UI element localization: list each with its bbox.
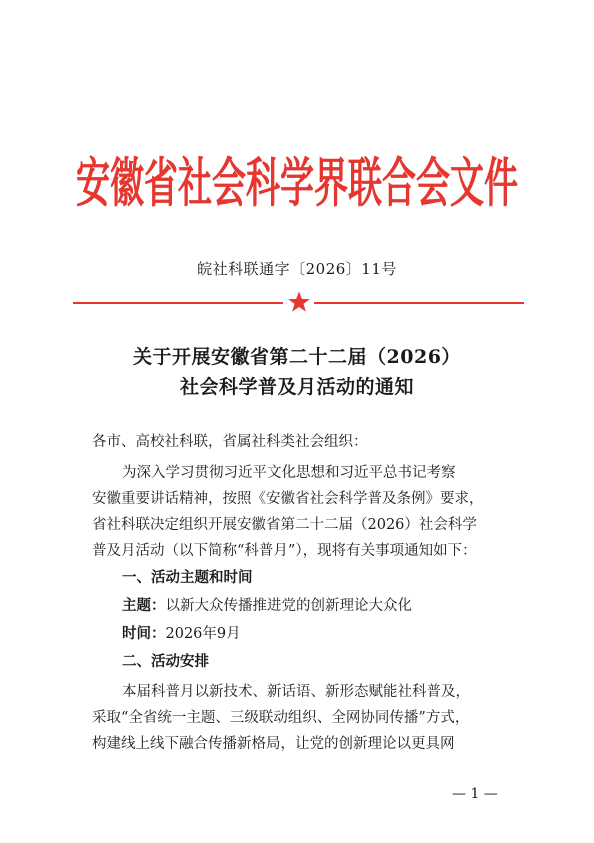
body-line: 本届科普月以新技术、新话语、新形态赋能社科普及，	[122, 684, 470, 700]
body-line: 省社科联决定组织开展安徽省第二十二届（2026）社会科学	[92, 517, 477, 533]
masthead-title: 安徽省社会科学界联合会文件	[76, 153, 518, 216]
body-line: 为深入学习贯彻习近平文化思想和习近平总书记考察	[122, 465, 456, 481]
page-number: — 1 —	[452, 786, 498, 802]
theme-line	[122, 596, 552, 617]
section2-heading: 二、活动安排	[122, 654, 209, 670]
theme-value: 以新大众传播推进党的创新理论大众化	[165, 598, 412, 614]
body-line: 普及月活动（以下简称“科普月”），现将有关事项通知如下：	[92, 543, 477, 559]
body-line: 构建线上线下融合传播新格局，让党的创新理论以更具网	[92, 736, 455, 752]
body-line: 安徽重要讲话精神，按照《安徽省社会科学普及条例》要求，	[92, 491, 484, 507]
red-rule-right	[314, 302, 524, 304]
time-label: 时间：	[122, 626, 166, 642]
time-value: 2026年9月	[165, 626, 241, 642]
notice-title-line2: 社会科学普及月活动的通知	[179, 376, 414, 398]
notice-title-line1: 关于开展安徽省第二十二届（2026）	[133, 346, 461, 368]
theme-label: 主题：	[122, 598, 166, 614]
section1-heading: 一、活动主题和时间	[122, 570, 253, 586]
body-line: 采取“全省统一主题、三级联动组织、全网协同传播”方式，	[92, 710, 470, 726]
document-number: 皖社科联通字〔2026〕11号	[197, 260, 397, 278]
red-rule-left	[73, 302, 283, 304]
salutation: 各市、高校社科联，省属社科类社会组织：	[92, 434, 368, 450]
time-line	[122, 624, 552, 645]
star-icon	[287, 290, 311, 314]
